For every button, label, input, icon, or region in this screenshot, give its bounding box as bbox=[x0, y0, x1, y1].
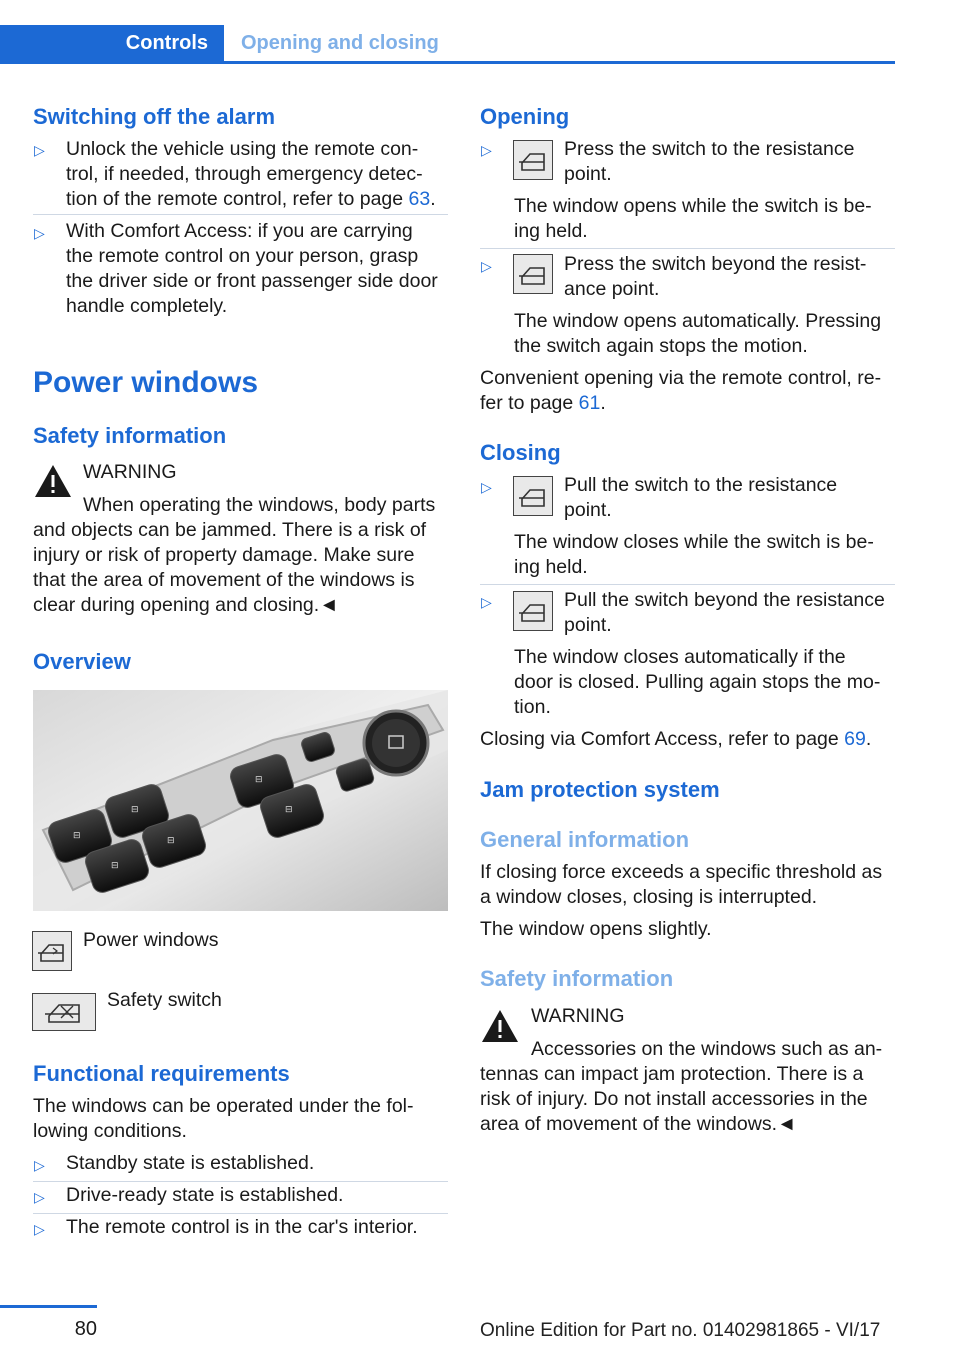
warning-label-2: WARNING bbox=[531, 1005, 625, 1027]
safety-info-heading: Safety information bbox=[33, 423, 227, 448]
power-window-switch-icon bbox=[513, 591, 553, 631]
page-number: 80 bbox=[74, 1318, 97, 1340]
svg-text:⊟: ⊟ bbox=[111, 861, 119, 871]
legend-power-windows: Power windows bbox=[83, 929, 219, 951]
svg-text:⊟: ⊟ bbox=[255, 775, 263, 785]
power-window-switch-icon bbox=[32, 931, 72, 971]
general-info-text-2: The window opens slightly. bbox=[480, 918, 712, 940]
bullet-icon: ▷ bbox=[34, 1189, 45, 1205]
svg-text:⊟: ⊟ bbox=[167, 836, 175, 846]
page-link-69[interactable]: 69 bbox=[844, 728, 866, 750]
edition-text: Online Edition for Part no. 01402981865 - VI/17 bbox=[480, 1320, 881, 1341]
closing-heading: Closing bbox=[480, 440, 561, 465]
divider bbox=[33, 1181, 448, 1182]
alarm-item-2: With Comfort Access: if you are carrying the remote control on your person, grasp the driver side or front passenger side door handle completely. bbox=[66, 220, 438, 317]
alarm-heading: Switching off the alarm bbox=[33, 104, 276, 129]
bullet-icon: ▷ bbox=[34, 225, 45, 241]
open-step-1: Press the switch to the resistance point. bbox=[564, 138, 855, 185]
warning-icon bbox=[480, 1007, 520, 1045]
warning-text-line1: When operating the windows, body parts bbox=[83, 494, 436, 516]
legend-safety-switch: Safety switch bbox=[107, 989, 222, 1011]
divider bbox=[480, 248, 895, 249]
page-link-61[interactable]: 61 bbox=[578, 392, 601, 414]
bullet-icon: ▷ bbox=[481, 258, 492, 274]
window-switch-panel-photo bbox=[33, 690, 448, 911]
divider bbox=[33, 1213, 448, 1214]
open-step-2-desc: The window opens automatically. Pressing the switch again stops the motion. bbox=[514, 310, 882, 357]
safety-switch-icon bbox=[32, 993, 96, 1031]
warning-2-line1: Accessories on the windows such as an- bbox=[531, 1038, 883, 1060]
divider bbox=[480, 584, 895, 585]
overview-heading: Overview bbox=[33, 649, 131, 674]
bullet-icon: ▷ bbox=[481, 479, 492, 495]
svg-text:⊟: ⊟ bbox=[73, 831, 81, 841]
warning-icon bbox=[33, 462, 73, 500]
bullet-icon: ▷ bbox=[481, 594, 492, 610]
warning-label: WARNING bbox=[83, 461, 177, 483]
tab-opening-and-closing[interactable]: Opening and closing bbox=[241, 31, 439, 54]
power-windows-heading: Power windows bbox=[33, 366, 259, 399]
svg-text:⊟: ⊟ bbox=[285, 805, 293, 815]
page-link-63[interactable]: 63 bbox=[408, 188, 431, 210]
close-step-1-desc: The window closes while the switch is be- ing held. bbox=[514, 531, 874, 578]
func-item-3: The remote control is in the car's interior. bbox=[66, 1216, 418, 1238]
general-info-heading: General information bbox=[480, 827, 690, 852]
open-step-1-desc: The window opens while the switch is be- ing held. bbox=[514, 195, 872, 242]
close-comfort-text: Closing via Comfort Access, refer to page 69. bbox=[480, 728, 872, 750]
alarm-item-1: Unlock the vehicle using the remote con- trol, if needed, through emergency detec- tion of the remote control, refer to page 63. bbox=[66, 138, 436, 210]
close-step-2-desc: The window closes automatically if the door is closed. Pulling again stops the mo- tion. bbox=[514, 646, 881, 718]
bullet-icon: ▷ bbox=[34, 1157, 45, 1173]
func-item-2: Drive-ready state is established. bbox=[66, 1184, 344, 1206]
tab-controls[interactable]: Controls bbox=[0, 25, 224, 61]
svg-text:⊟: ⊟ bbox=[131, 805, 139, 815]
close-step-1: Pull the switch to the resistance point. bbox=[564, 474, 838, 521]
power-window-switch-icon bbox=[513, 140, 553, 180]
power-window-switch-icon bbox=[513, 254, 553, 294]
bullet-icon: ▷ bbox=[481, 142, 492, 158]
jam-protection-heading: Jam protection system bbox=[480, 777, 720, 802]
divider bbox=[33, 214, 448, 215]
power-window-switch-icon bbox=[513, 476, 553, 516]
safety-info-heading-2: Safety information bbox=[480, 966, 674, 991]
open-step-2: Press the switch beyond the resist- ance point. bbox=[564, 253, 867, 300]
bullet-icon: ▷ bbox=[34, 1221, 45, 1237]
warning-2-text: tennas can impact jam protection. There is a risk of injury. Do not install accessories in the area of movement of the windows.◄ bbox=[480, 1063, 868, 1135]
general-info-text: If closing force exceeds a specific threshold as a window closes, closing is interrupted. bbox=[480, 861, 883, 908]
warning-text: and objects can be jammed. There is a risk of injury or risk of property damage. Make sure that the area of movement of the windows is clear during opening and closing.◄ bbox=[33, 519, 427, 616]
func-item-1: Standby state is established. bbox=[66, 1152, 315, 1174]
footer-rule bbox=[0, 1305, 97, 1308]
functional-requirements-heading: Functional requirements bbox=[33, 1061, 290, 1086]
opening-heading: Opening bbox=[480, 104, 570, 129]
close-step-2: Pull the switch beyond the resistance point. bbox=[564, 589, 885, 636]
bullet-icon: ▷ bbox=[34, 142, 45, 158]
functional-intro: The windows can be operated under the fol- lowing conditions. bbox=[33, 1095, 414, 1142]
open-remote-text: Convenient opening via the remote control, re- fer to page 61. bbox=[480, 367, 882, 414]
